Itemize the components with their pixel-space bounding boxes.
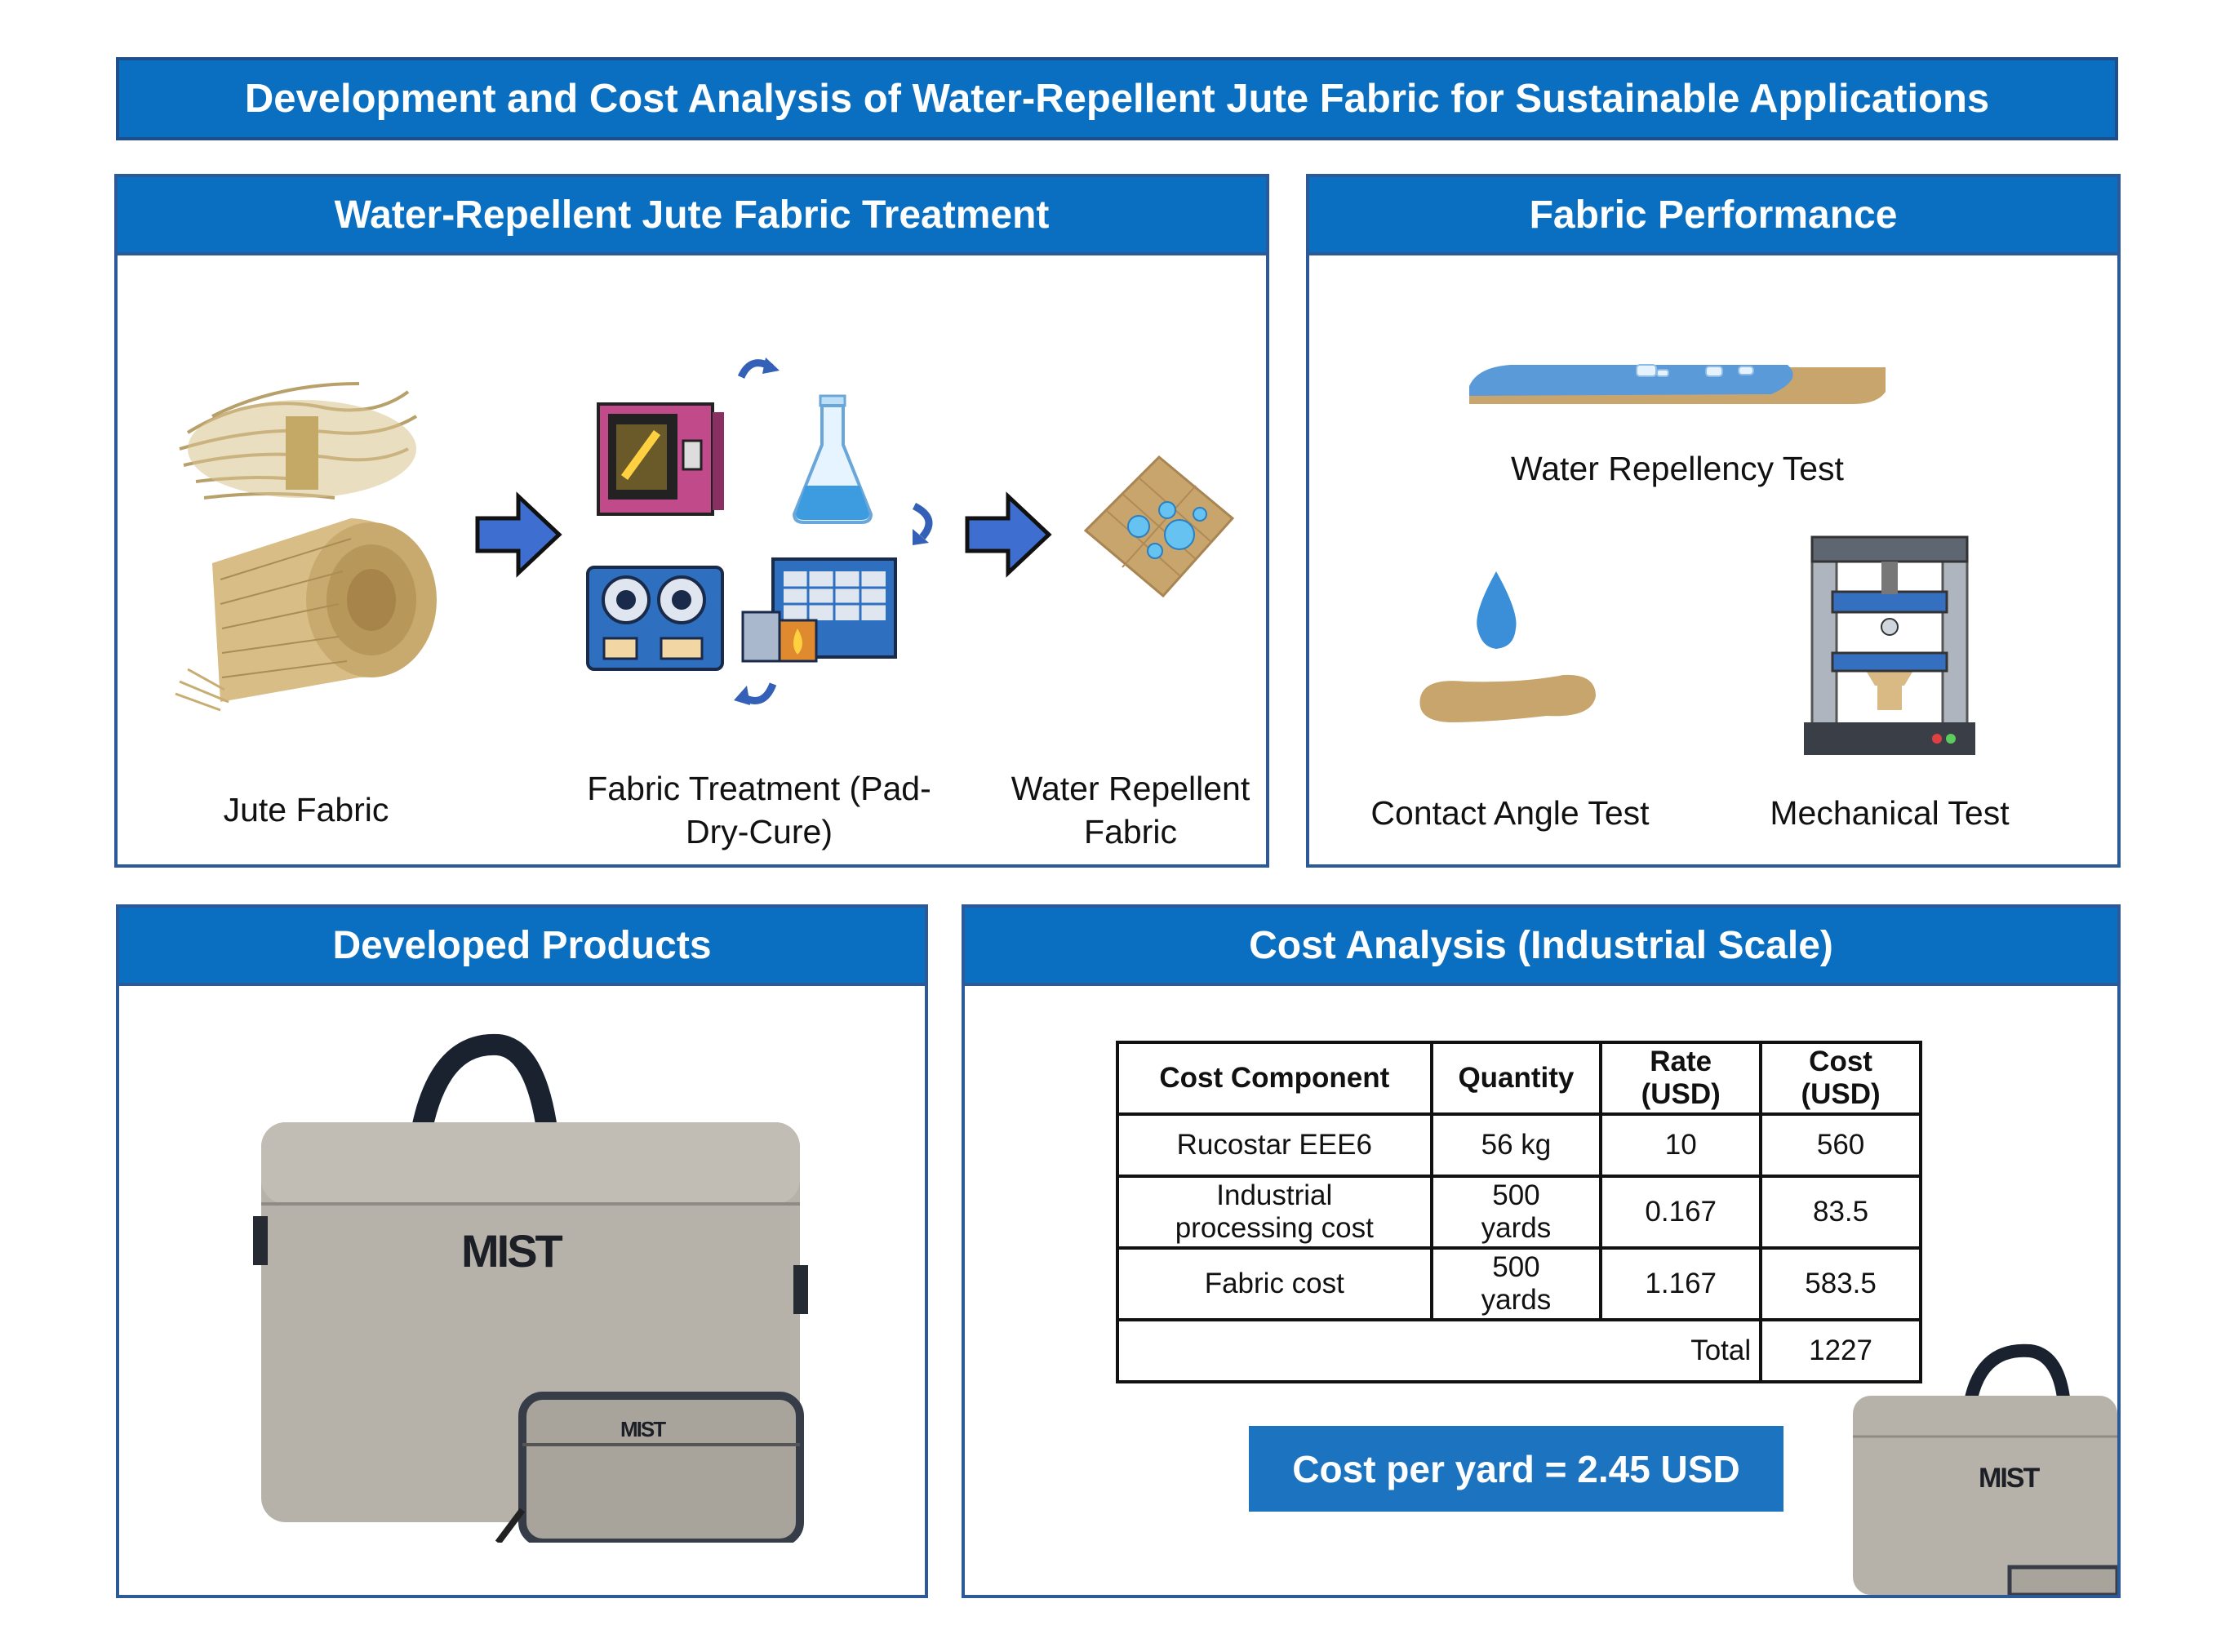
small-bag-product-image — [1846, 1339, 2117, 1595]
curing-oven-icon — [592, 396, 731, 522]
performance-panel — [1306, 174, 2121, 868]
main-title-banner — [116, 57, 2118, 140]
svg-text:MIST: MIST — [1979, 1463, 2039, 1494]
table-cell: 583.5 — [1761, 1248, 1921, 1320]
table-cell: Rucostar EEE6 — [1117, 1114, 1432, 1176]
products-panel-title: Developed Products — [119, 908, 925, 986]
cost-per-yard-box — [1249, 1426, 1783, 1512]
step-label-water-repellent-fabric: Water Repellent Fabric — [1011, 770, 1250, 851]
contact-angle-test-icon — [1400, 567, 1612, 747]
mechanical-tester-icon — [1800, 531, 1979, 759]
table-cell: 56 kg — [1432, 1114, 1601, 1176]
table-cell: 83.5 — [1761, 1176, 1921, 1248]
cycle-arrow-icon — [735, 351, 784, 384]
total-value: 1227 — [1761, 1320, 1921, 1382]
header-cost-component: Cost Component — [1117, 1042, 1432, 1114]
test-label-mechanical: Mechanical Test — [1770, 794, 2010, 832]
cost-panel-title: Cost Analysis (Industrial Scale) — [965, 908, 2117, 986]
water-repellent-fabric-icon — [1082, 453, 1237, 600]
arrow-right-icon — [473, 490, 563, 580]
step-label-fabric-treatment: Fabric Treatment (Pad-Dry-Cure) — [587, 770, 931, 851]
performance-panel-title: Fabric Performance — [1309, 177, 2117, 255]
table-row — [1117, 1248, 1921, 1320]
svg-text:MIST: MIST — [461, 1225, 561, 1277]
test-label-water-repellency: Water Repellency Test — [1511, 450, 1844, 487]
step-label-jute-fabric: Jute Fabric — [223, 791, 389, 828]
test-label-contact-angle: Contact Angle Test — [1370, 794, 1650, 832]
cost-table — [1116, 1041, 1922, 1383]
header-rate: Rate (USD) — [1601, 1042, 1761, 1114]
table-total-row — [1117, 1320, 1921, 1382]
padding-machine-icon — [584, 563, 726, 673]
table-cell: 10 — [1601, 1114, 1761, 1176]
table-cell: 0.167 — [1601, 1176, 1761, 1248]
cycle-arrow-icon — [731, 677, 780, 714]
table-cell: Fabric cost — [1117, 1248, 1432, 1320]
table-cell: 500 yards — [1432, 1248, 1601, 1320]
water-repellency-test-icon — [1461, 355, 1894, 412]
laptop-bag-product-image — [253, 1020, 808, 1543]
table-cell: 1.167 — [1601, 1248, 1761, 1320]
arrow-right-icon — [963, 490, 1053, 580]
main-title: Development and Cost Analysis of Water-Repellent Jute Fabric for Sustainable Applications — [244, 77, 1990, 121]
table-cell: 560 — [1761, 1114, 1921, 1176]
header-cost: Cost (USD) — [1761, 1042, 1921, 1114]
flask-icon — [788, 392, 877, 526]
cost-table-header-row — [1117, 1042, 1921, 1114]
mist-logo — [461, 1225, 563, 1277]
stenter-machine-icon — [739, 555, 902, 665]
table-cell: 500 yards — [1432, 1176, 1601, 1248]
cycle-arrow-icon — [906, 498, 943, 547]
header-quantity: Quantity — [1432, 1042, 1601, 1114]
cost-per-yard-text: Cost per yard = 2.45 USD — [1292, 1447, 1740, 1490]
svg-text:MIST: MIST — [620, 1417, 665, 1441]
table-row — [1117, 1176, 1921, 1248]
table-cell: Industrial processing cost — [1117, 1176, 1432, 1248]
total-label: Total — [1117, 1320, 1761, 1382]
jute-fabric-icon — [163, 359, 473, 743]
table-row — [1117, 1114, 1921, 1176]
treatment-panel-title: Water-Repellent Jute Fabric Treatment — [118, 177, 1266, 255]
